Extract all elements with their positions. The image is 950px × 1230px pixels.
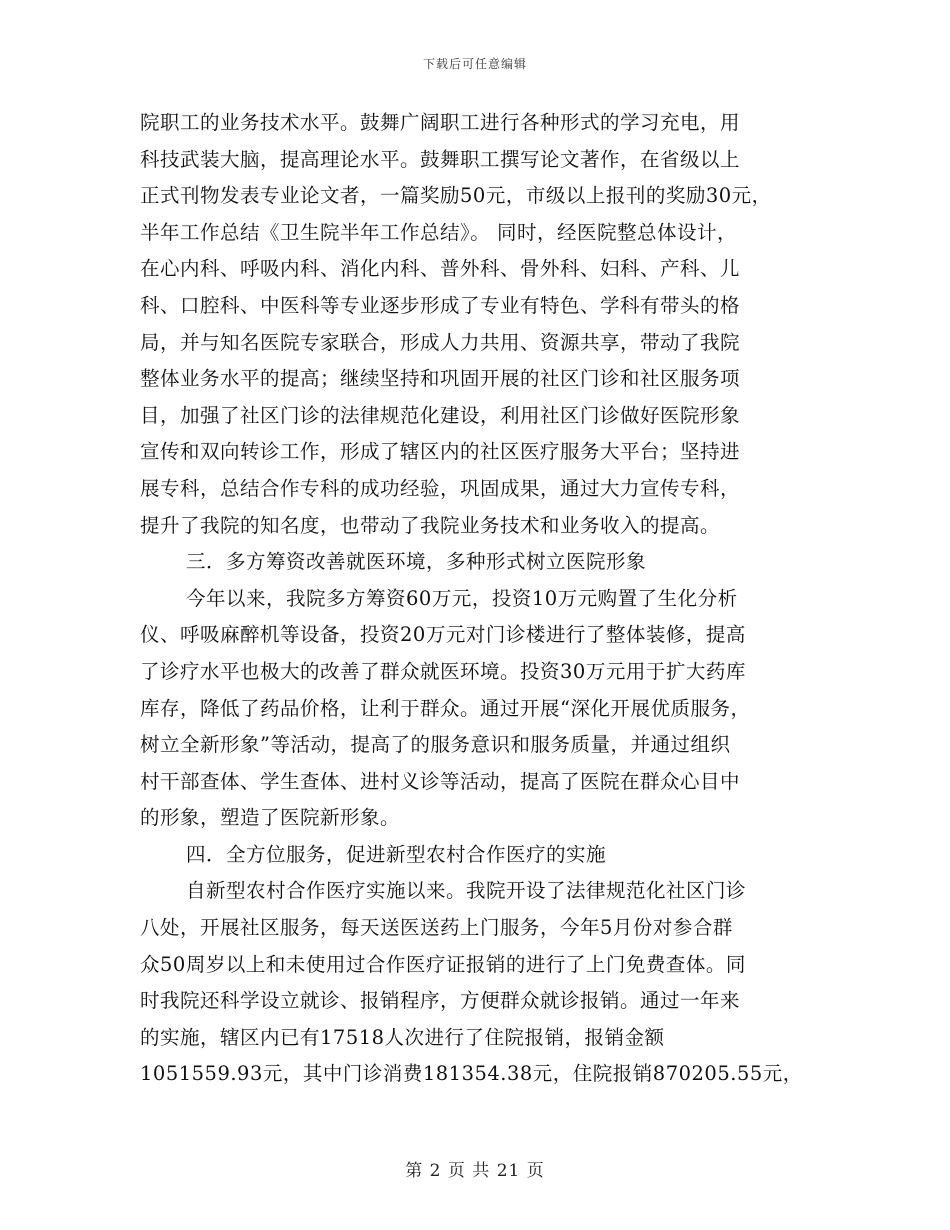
text-line: 四．全方位服务，促进新型农村合作医疗的实施 — [186, 842, 607, 866]
text-line: 仪、呼吸麻醉机等设备，投资20万元对门诊楼进行了整体装修，提高 — [140, 623, 746, 647]
text-line: 时我院还科学设立就诊、报销程序，方便群众就诊报销。通过一年来 — [140, 989, 741, 1013]
text-line: 展专科，总结合作专科的成功经验，巩固成果，通过大力宣传专科， — [140, 476, 741, 500]
text-line: 今年以来，我院多方筹资60万元，投资10万元购置了生化分析 — [186, 586, 738, 610]
text-line: 在心内科、呼吸内科、消化内科、普外科、骨外科、妇科、产科、儿 — [140, 257, 741, 281]
text-line: 1051559.93元，其中门诊消费181354.38元，住院报销870205.55元， — [140, 1062, 803, 1086]
text-line: 半年工作总结《卫生院半年工作总结》。 同时，经医院整总体设计， — [140, 220, 737, 244]
text-line: 八处，开展社区服务，每天送医送药上门服务，今年5月份对参合群 — [140, 916, 733, 940]
text-line: 科技武装大脑，提高理论水平。鼓舞职工撰写论文著作，在省级以上 — [140, 147, 741, 171]
text-line: 的实施，辖区内已有17518人次进行了住院报销，报销金额 — [140, 1025, 665, 1049]
text-line: 三．多方筹资改善就医环境，多种形式树立医院形象 — [186, 550, 647, 574]
text-line: 正式刊物发表专业论文者，一篇奖励50元，市级以上报刊的奖励30元， — [140, 184, 772, 208]
text-line: 的形象，塑造了医院新形象。 — [140, 806, 401, 830]
text-line: 村干部查体、学生查体、进村义诊等活动，提高了医院在群众心目中 — [140, 769, 741, 793]
text-line: 局，并与知名医院专家联合，形成人力共用、资源共享，带动了我院 — [140, 330, 741, 354]
text-line: 提升了我院的知名度，也带动了我院业务技术和业务收入的提高。 — [140, 513, 721, 537]
text-line: 树立全新形象”等活动，提高了的服务意识和服务质量，并通过组织 — [140, 733, 731, 757]
text-line: 宣传和双向转诊工作，形成了辖区内的社区医疗服务大平台；坚持进 — [140, 440, 741, 464]
text-line: 目，加强了社区门诊的法律规范化建设，利用社区门诊做好医院形象 — [140, 403, 741, 427]
text-line: 整体业务水平的提高；继续坚持和巩固开展的社区门诊和社区服务项 — [140, 367, 741, 391]
text-line: 院职工的业务技术水平。鼓舞广阔职工进行各种形式的学习充电，用 — [140, 111, 741, 134]
text-line: 自新型农村合作医疗实施以来。我院开设了法律规范化社区门诊 — [186, 879, 747, 903]
text-line: 库存，降低了药品价格，让利于群众。通过开展“深化开展优质服务， — [140, 696, 751, 720]
page-header: 下载后可任意编辑 — [422, 57, 527, 71]
body-text — [140, 105, 820, 1093]
text-line: 科、口腔科、中医科等专业逐步形成了专业有特色、学科有带头的格 — [140, 293, 741, 317]
page-footer: 第 2 页 共 21 页 — [405, 1161, 545, 1181]
text-line: 众50周岁以上和未使用过合作医疗证报销的进行了上门免费查体。同 — [140, 952, 746, 976]
text-line: 了诊疗水平也极大的改善了群众就医环境。投资30万元用于扩大药库 — [140, 659, 746, 683]
